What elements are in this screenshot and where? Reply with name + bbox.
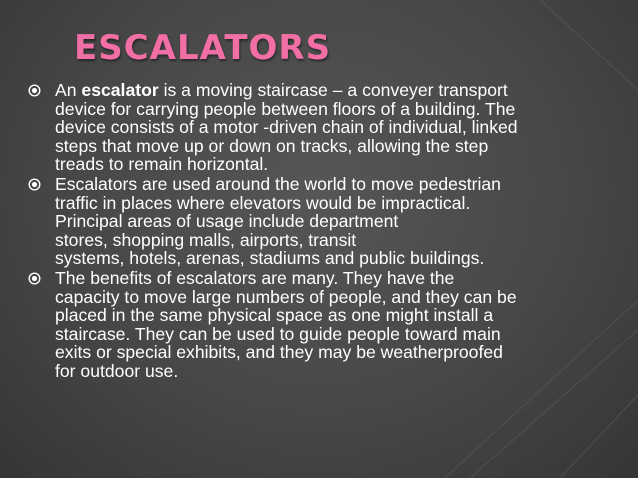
line-text: capacity to move large numbers of people, and they can be xyxy=(55,286,517,307)
bullet-line xyxy=(55,288,628,307)
bullet-line xyxy=(55,231,628,250)
bullet-item xyxy=(28,81,628,174)
bullet-line xyxy=(55,194,628,213)
bullet-item xyxy=(28,175,628,268)
radio-circle-icon xyxy=(28,84,41,97)
line-text: placed in the same physical space as one might install a xyxy=(55,305,494,326)
bullet-list xyxy=(28,81,628,382)
line-text: An xyxy=(55,80,82,100)
bullet-line xyxy=(55,212,628,231)
line-text: exits or special exhibits, and they may be weatherproofed xyxy=(55,342,503,363)
line-text: stores, shopping malls, airports, transit xyxy=(55,229,357,250)
bullet-text xyxy=(55,269,628,381)
bullet-line xyxy=(55,175,628,194)
line-text: device for carrying people between floors of a building. The xyxy=(55,98,516,119)
line-text: is a moving staircase – a conveyer transport xyxy=(158,80,508,100)
radio-circle-icon xyxy=(28,178,41,191)
bullet-line xyxy=(55,362,628,381)
line-text: systems, hotels, arenas, stadiums and public buildings. xyxy=(55,248,485,269)
bullet-line xyxy=(55,343,628,362)
bullet-line xyxy=(55,325,628,344)
line-text: traffic in places where elevators would be impractical. xyxy=(55,192,471,213)
line-text: device consists of a motor -driven chain of individual, linked xyxy=(55,117,518,138)
line-text: Escalators are used around the world to move pedestrian xyxy=(55,173,501,194)
bullet-line xyxy=(55,249,628,268)
radio-circle-icon xyxy=(28,272,41,285)
bullet-line xyxy=(55,137,628,156)
line-text: staircase. They can be used to guide people toward main xyxy=(55,323,501,344)
bold-term: escalator xyxy=(81,80,159,100)
bullet-line xyxy=(55,155,628,174)
line-text: treads to remain horizontal. xyxy=(55,154,269,175)
bullet-text xyxy=(55,175,628,268)
bullet-line xyxy=(55,306,628,325)
line-text: steps that move up or down on tracks, allowing the step xyxy=(55,135,489,156)
slide-title: ESCALATORS xyxy=(74,28,332,68)
bullet-line xyxy=(55,269,628,288)
bullet-line xyxy=(55,81,628,100)
bullet-text xyxy=(55,81,628,174)
bullet-line xyxy=(55,100,628,119)
line-text: for outdoor use. xyxy=(55,360,179,381)
bullet-line xyxy=(55,118,628,137)
line-text: Principal areas of usage include department xyxy=(55,211,399,232)
line-text: The benefits of escalators are many. They have the xyxy=(55,267,455,288)
bullet-item xyxy=(28,269,628,381)
